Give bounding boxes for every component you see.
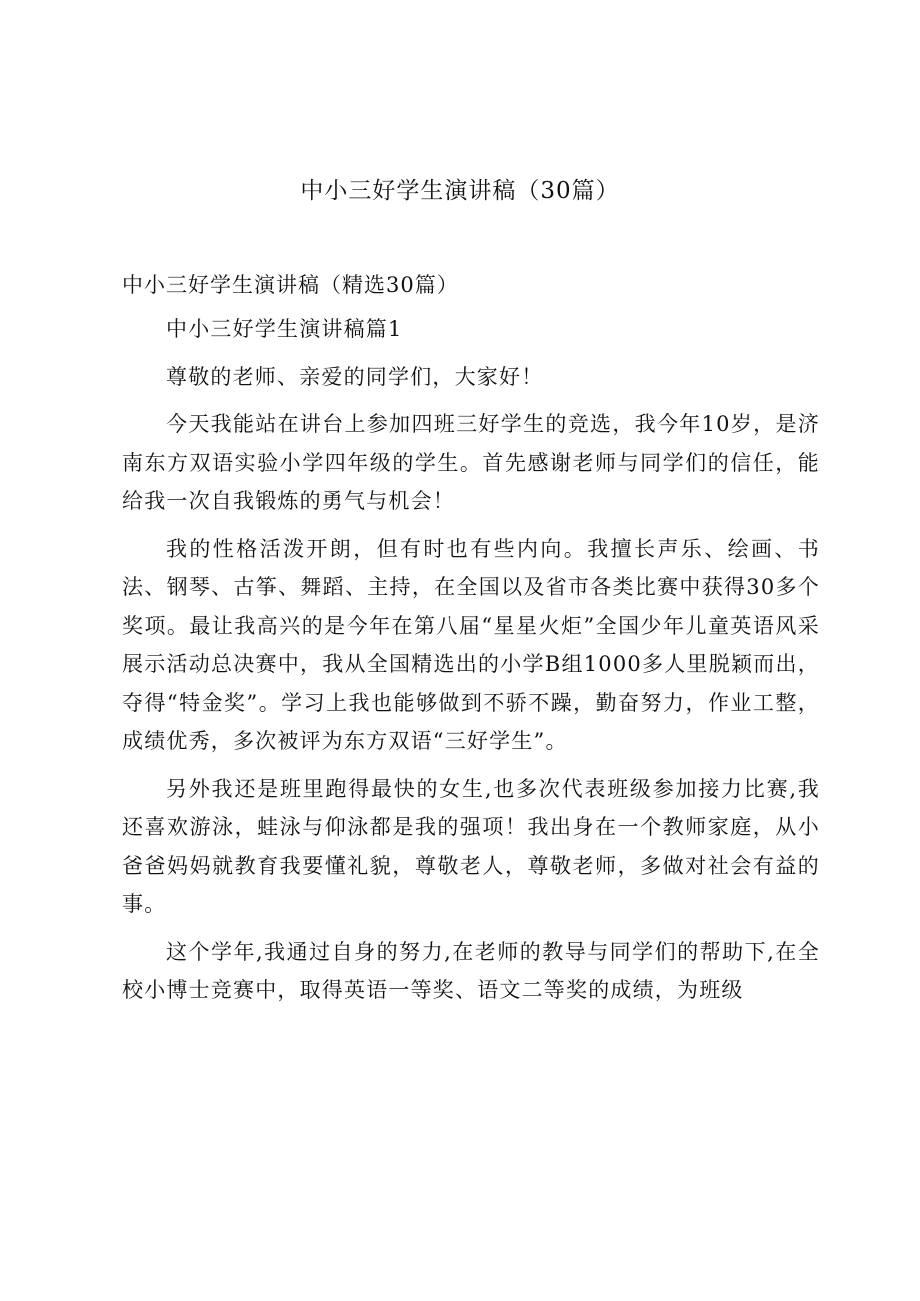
section-heading: 中小三好学生演讲稿篇1 <box>166 317 403 341</box>
document-body <box>122 266 820 1010</box>
body-paragraph: 今天我能站在讲台上参加四班三好学生的竞选，我今年10岁，是济南东方双语实验小学四年级的学生。首先感谢老师与同学们的信任，能给我一次自我锻炼的勇气与机会！ <box>122 412 820 513</box>
body-paragraph: 这个学年,我通过自身的努力,在老师的教导与同学们的帮助下,在全校小博士竞赛中，取得英语一等奖、语文二等奖的成绩，为班级 <box>122 939 820 1002</box>
body-paragraph: 另外我还是班里跑得最快的女生,也多次代表班级参加接力比赛,我还喜欢游泳，蛙泳与仰泳都是我的强项！我出身在一个教师家庭，从小爸爸妈妈就教育我要懂礼貌，尊敬老人，尊敬老师，多做对社会有益的事。 <box>122 776 820 916</box>
document-subtitle: 中小三好学生演讲稿（精选30篇） <box>122 273 459 297</box>
body-paragraph: 我的性格活泼开朗，但有时也有些内向。我擅长声乐、绘画、书法、钢琴、古筝、舞蹈、主持，在全国以及省市各类比赛中获得30多个奖项。最让我高兴的是今年在第八届“星星火炬”全国少年儿童英语风采展示活动总决赛中，我从全国精选出的小学B组1000多人里脱颖而出，夺得“特金奖”。学习上我也能够做到不骄不躁，勤奋努力，作业工整，成绩优秀，多次被评为东方双语“三好学生”。 <box>122 536 820 753</box>
document-title: 中小三好学生演讲稿（30篇） <box>300 178 620 204</box>
greeting-paragraph: 尊敬的老师、亲爱的同学们，大家好！ <box>166 364 544 389</box>
